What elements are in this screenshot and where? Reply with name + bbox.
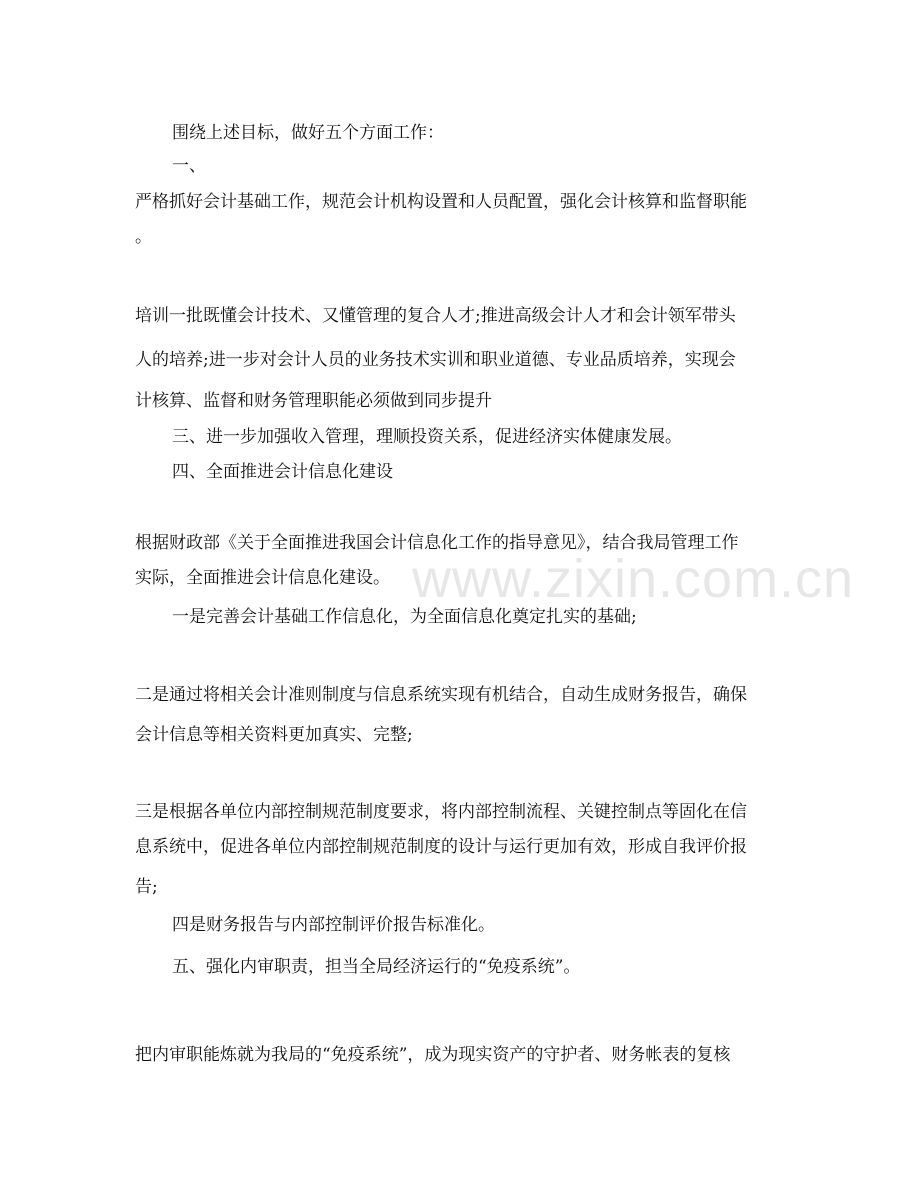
text-line: 五、强化内审职责，担当全局经济运行的“免疫系统”。	[172, 957, 581, 977]
text-line: 把内审职能炼就为我局的“免疫系统”，成为现实资产的守护者、财务帐表的复核	[135, 1045, 731, 1065]
text-line: 二是通过将相关会计准则制度与信息系统实现有机结合，自动生成财务报告，确保	[135, 685, 747, 705]
watermark: www.zixin.com.cn	[412, 549, 855, 609]
text-line: 三、进一步加强收入管理，理顺投资关系，促进经济实体健康发展。	[172, 427, 682, 447]
text-line: 人的培养;进一步对会计人员的业务技术实训和职业道德、专业品质培养，实现会	[135, 350, 736, 370]
text-line: 一是完善会计基础工作信息化，为全面信息化奠定扎实的基础;	[172, 607, 637, 627]
text-line: 四、全面推进会计信息化建设	[172, 462, 393, 482]
text-line: 围绕上述目标，做好五个方面工作：	[172, 123, 444, 143]
text-line: 。	[135, 227, 152, 247]
text-line: 三是根据各单位内部控制规范制度要求，将内部控制流程、关键控制点等固化在信	[135, 802, 747, 822]
text-line: 会计信息等相关资料更加真实、完整;	[135, 725, 413, 745]
text-line: 严格抓好会计基础工作，规范会计机构设置和人员配置，强化会计核算和监督职能	[135, 192, 747, 212]
text-line: 四是财务报告与内部控制评价报告标准化。	[172, 915, 495, 935]
text-line: 息系统中，促进各单位内部控制规范制度的设计与运行更加有效，形成自我评价报	[135, 837, 747, 857]
text-line: 一、	[172, 156, 206, 176]
text-line: 告;	[135, 877, 158, 897]
text-line: 培训一批既懂会计技术、又懂管理的复合人才;推进高级会计人才和会计领军带头	[135, 306, 736, 326]
text-line: 实际，全面推进会计信息化建设。	[135, 568, 390, 588]
text-line: 计核算、监督和财务管理职能必须做到同步提升	[135, 391, 492, 411]
text-line: 根据财政部《关于全面推进我国会计信息化工作的指导意见》，结合我局管理工作	[135, 533, 739, 553]
